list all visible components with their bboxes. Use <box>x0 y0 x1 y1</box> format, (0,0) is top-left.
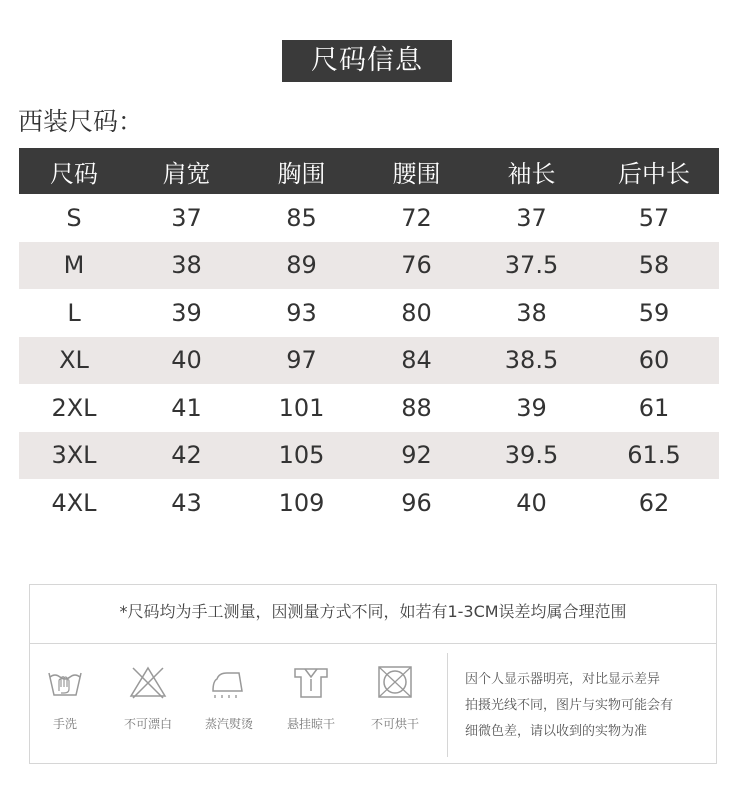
table-cell: 39 <box>171 298 202 327</box>
table-cell: 37 <box>516 203 547 232</box>
table-cell: 93 <box>286 298 317 327</box>
table-cell: 92 <box>401 441 432 470</box>
care-item-steam-iron <box>197 665 261 732</box>
care-label: 不可漂白 <box>123 717 172 731</box>
table-row <box>19 289 719 337</box>
hang-dry-icon <box>291 665 331 699</box>
table-cell: 37.5 <box>504 251 559 280</box>
divider <box>30 643 716 644</box>
table-cell: 43 <box>171 488 202 517</box>
table-cell: 2XL <box>51 393 97 422</box>
hand-wash-icon <box>45 665 85 699</box>
table-cell: 60 <box>638 346 670 375</box>
no-bleach-icon <box>128 665 168 699</box>
table-cell: 85 <box>286 203 317 232</box>
section-subtitle: 西装尺码： <box>18 107 144 136</box>
header-chest: 胸围 <box>277 159 326 188</box>
table-cell: 72 <box>401 203 432 232</box>
table-row <box>19 384 719 432</box>
table-cell: M <box>63 251 85 280</box>
color-disclaimer <box>465 667 710 745</box>
care-item-no-tumble-dry <box>363 665 427 732</box>
table-cell: XL <box>59 346 89 375</box>
table-cell: 62 <box>638 488 670 517</box>
table-cell: 40 <box>171 346 202 375</box>
table-cell: 89 <box>286 251 317 280</box>
table-cell: 42 <box>171 441 202 470</box>
table-cell: 88 <box>401 393 432 422</box>
no-tumble-dry-icon <box>375 665 415 699</box>
table-cell: 39 <box>516 393 547 422</box>
header-shoulder: 肩宽 <box>162 159 211 188</box>
measurement-note: *尺码均为手工测量，因测量方式不同，如若有1-3CM误差均属合理范围 <box>119 602 627 621</box>
care-label: 手洗 <box>52 717 77 731</box>
care-instructions-box <box>29 584 717 764</box>
care-item-hand-wash <box>33 665 97 732</box>
table-cell: 84 <box>401 346 432 375</box>
size-table <box>19 148 719 527</box>
table-cell: 105 <box>278 441 325 470</box>
table-cell: 61 <box>638 393 670 422</box>
care-label: 不可烘干 <box>370 717 419 731</box>
table-row <box>19 432 719 480</box>
table-cell: 101 <box>278 393 325 422</box>
table-cell: 39.5 <box>504 441 559 470</box>
table-row <box>19 479 719 527</box>
table-cell: 38.5 <box>504 346 559 375</box>
table-cell: 4XL <box>51 488 97 517</box>
disclaimer-line: 因个人显示器明亮，对比显示差异 <box>465 672 661 687</box>
table-cell: 80 <box>401 298 432 327</box>
table-cell: 57 <box>638 203 670 232</box>
table-row <box>19 242 719 290</box>
disclaimer-line: 细微色差，请以收到的实物为准 <box>465 724 648 739</box>
table-cell: 37 <box>171 203 202 232</box>
header-back-length: 后中长 <box>618 159 690 188</box>
header-waist: 腰围 <box>392 159 441 188</box>
header-size: 尺码 <box>50 159 98 188</box>
table-cell: 76 <box>401 251 432 280</box>
table-cell: 58 <box>638 251 670 280</box>
table-cell: 96 <box>401 488 432 517</box>
care-label: 悬挂晾干 <box>286 717 335 731</box>
table-cell: L <box>67 298 81 327</box>
divider <box>447 653 448 757</box>
table-cell: 38 <box>516 298 547 327</box>
table-row <box>19 194 719 242</box>
page-title: 尺码信息 <box>282 40 452 82</box>
disclaimer-line: 拍摄光线不同，图片与实物可能会有 <box>465 698 674 713</box>
table-cell: 97 <box>286 346 317 375</box>
care-label: 蒸汽熨烫 <box>204 717 253 731</box>
care-item-hang-dry <box>279 665 343 732</box>
table-cell: 40 <box>516 488 547 517</box>
table-cell: 38 <box>171 251 202 280</box>
table-cell: 59 <box>638 298 670 327</box>
table-row <box>19 337 719 385</box>
steam-iron-icon <box>209 665 249 699</box>
table-cell: 3XL <box>51 441 97 470</box>
header-sleeve: 袖长 <box>507 159 556 188</box>
care-item-no-bleach <box>116 665 180 732</box>
table-cell: 41 <box>171 393 202 422</box>
table-cell: S <box>66 203 82 232</box>
table-header-row <box>19 148 719 194</box>
table-cell: 109 <box>278 488 325 517</box>
table-cell: 61.5 <box>627 441 681 470</box>
